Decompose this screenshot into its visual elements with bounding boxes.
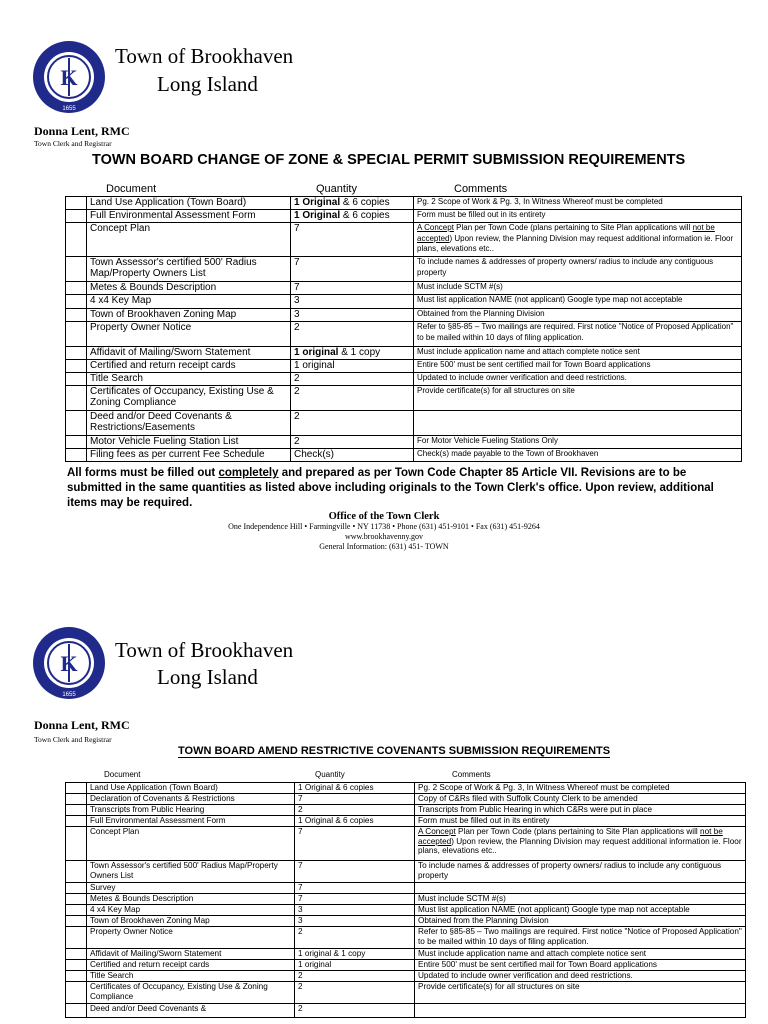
office-info-phone: General Information: (631) 451- TOWN [319,542,449,551]
requirements-table [65,782,746,1018]
town-name: Town of Brookhaven [115,638,294,662]
region-name: Long Island [157,665,258,689]
clerk-name: Donna Lent, RMC [34,124,130,138]
table-row: Land Use Application (Town Board) 1 Original & 6 copies Pg. 2 Scope of Work & Pg. 3, In Witness Whereof must be completed [66,783,746,794]
table-row: Certificates of Occupancy, Existing Use & Zoning Compliance 2 Provide certificate(s) for all structures on site [66,386,742,411]
table-row: Town of Brookhaven Zoning Map 3 Obtained from the Planning Division [66,916,746,927]
office-footer [150,511,618,552]
clerk-title: Town Clerk and Registrar [34,735,112,744]
office-title: Office of the Town Clerk [328,511,440,522]
table-row: Affidavit of Mailing/Sworn Statement 1 original & 1 copy Must include application name and attach complete notice sent [66,949,746,960]
table-row: Full Environmental Assessment Form 1 Original & 6 copies Form must be filled out in its entirety [66,816,746,827]
region-name: Long Island [157,72,258,96]
town-seal-logo [32,626,106,700]
table-row: Town of Brookhaven Zoning Map 3 Obtained from the Planning Division [66,309,742,322]
table-row: Declaration of Covenants & Restrictions 7 Copy of C&Rs filed with Suffolk County Clerk to be amended [66,794,746,805]
table-row: Title Search 2 Updated to include owner verification and deed restrictions. [66,373,742,386]
table-row: Property Owner Notice 2 Refer to §85-85 – Two mailings are required. First notice "Notice of Proposed Application" to be mailed within 10 days of filing application. [66,927,746,949]
table-row: Town Assessor's certified 500' Radius Map/Property Owners List 7 To include names & addresses of property owners/ radius to include any contiguous property [66,257,742,282]
town-name: Town of Brookhaven [115,44,294,68]
table-row: Filing fees as per current Fee Schedule Check(s) Check(s) made payable to the Town of Brookhaven [66,449,742,462]
column-header-quantity: Quantity [315,770,345,779]
table-row: Certified and return receipt cards 1 original Entire 500' must be sent certified mail for Town Board applications [66,960,746,971]
table-row: Title Search 2 Updated to include owner verification and deed restrictions. [66,971,746,982]
table-row: 4 x4 Key Map 3 Must list application NAME (not applicant) Google type map not acceptable [66,905,746,916]
table-row: Certificates of Occupancy, Existing Use & Zoning Compliance 2 Provide certificate(s) for all structures on site [66,982,746,1004]
table-row: Full Environmental Assessment Form 1 Original & 6 copies Form must be filled out in its entirety [66,210,742,223]
table-row: Transcripts from Public Hearing 2 Transcripts from Public Hearing in which C&Rs were put in place [66,805,746,816]
svg-text:K: K [60,65,78,90]
table-row: 4 x4 Key Map 3 Must list application NAME (not applicant) Google type map not acceptable [66,295,742,309]
town-seal-logo [32,40,106,114]
page-title: TOWN BOARD CHANGE OF ZONE & SPECIAL PERMIT SUBMISSION REQUIREMENTS [92,152,686,168]
svg-text:1655: 1655 [62,692,76,698]
column-header-document: Document [104,770,141,779]
clerk-name: Donna Lent, RMC [34,718,130,732]
submission-note: All forms must be filled out completely and prepared as per Town Code Chapter 85 Article VII. Revisions are to be submitted in the same quantities as listed above including originals to the Town Clerk's office. Upon review, additional items may be required. [67,467,714,509]
table-row: Land Use Application (Town Board) 1 Original & 6 copies Pg. 2 Scope of Work & Pg. 3, In Witness Whereof must be completed [66,197,742,210]
table-row: Survey 7 [66,883,746,894]
column-header-quantity: Quantity [316,183,357,195]
table-row: Property Owner Notice 2 Refer to §85-85 – Two mailings are required. First notice "Notice of Proposed Application" to be mailed within 10 days of filing application. [66,322,742,347]
column-header-document: Document [106,183,157,195]
table-row: Deed and/or Deed Covenants & Restrictions/Easements 2 [66,411,742,436]
clerk-title: Town Clerk and Registrar [34,139,112,148]
table-row: Metes & Bounds Description 7 Must include SCTM #(s) [66,282,742,295]
requirements-table [65,196,742,462]
table-row: Motor Vehicle Fueling Station List 2 For Motor Vehicle Fueling Stations Only [66,436,742,449]
table-row: Metes & Bounds Description 7 Must include SCTM #(s) [66,894,746,905]
table-row: Town Assessor's certified 500' Radius Map/Property Owners List 7 To include names & addresses of property owners/ radius to include any contiguous property [66,861,746,883]
office-address: One Independence Hill • Farmingville • NY 11738 • Phone (631) 451-9101 • Fax (631) 451-9264 [228,522,540,531]
page-title: TOWN BOARD AMEND RESTRICTIVE COVENANTS SUBMISSION REQUIREMENTS [178,745,611,757]
table-row: Concept Plan 7 A Concept Plan per Town Code (plans pertaining to Site Plan applications will not be accepted) Upon review, the Planning Division may request additional information ie. Floor plans, elevations etc.. [66,223,742,257]
table-row: Concept Plan 7 A Concept Plan per Town Code (plans pertaining to Site Plan applications will not be accepted) Upon review, the Planning Division may request additional information ie. Floor plans, elevations etc.. [66,827,746,861]
table-row: Certified and return receipt cards 1 original Entire 500' must be sent certified mail for Town Board applications [66,360,742,373]
svg-text:K: K [60,651,78,676]
column-header-comments: Comments [454,183,508,195]
column-header-comments: Comments [452,770,491,779]
office-website: www.brookhavenny.gov [344,532,424,541]
table-row: Deed and/or Deed Covenants & 2 [66,1004,746,1018]
table-row: Affidavit of Mailing/Sworn Statement 1 original & 1 copy Must include application name and attach complete notice sent [66,347,742,360]
svg-text:1655: 1655 [62,106,76,112]
